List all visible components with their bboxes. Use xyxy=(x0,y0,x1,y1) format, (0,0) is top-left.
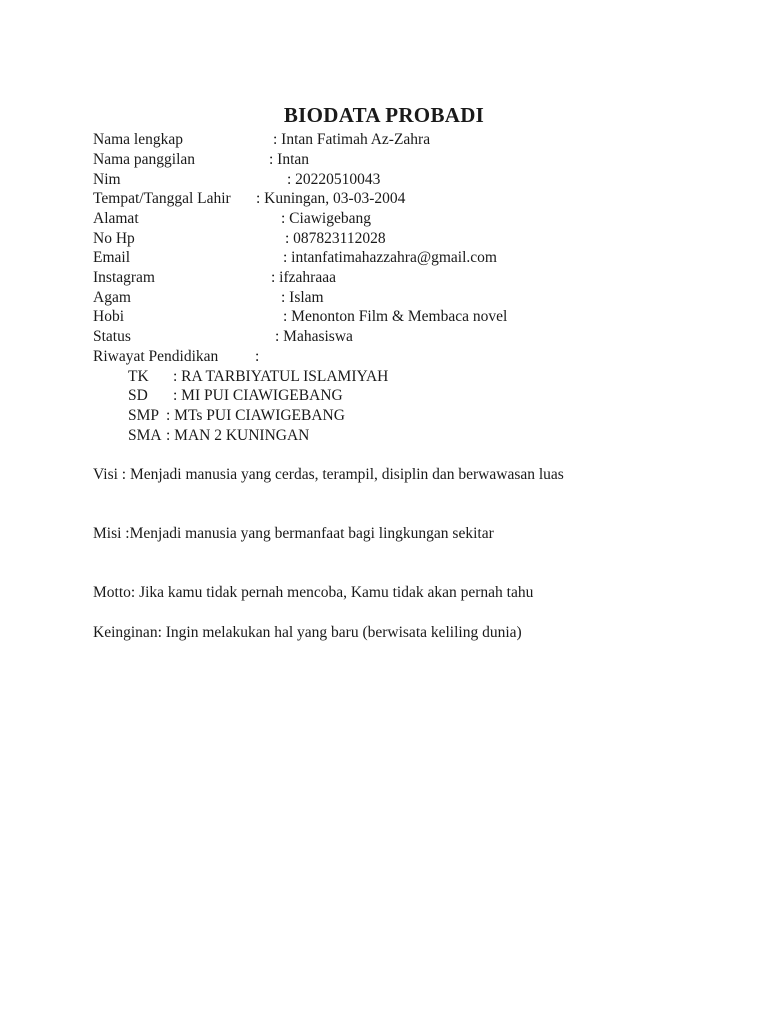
field-label: Alamat xyxy=(93,210,139,227)
field-label: Tempat/Tanggal Lahir xyxy=(93,190,231,207)
field-value: : Kuningan, 03-03-2004 xyxy=(256,190,406,207)
education-level: SMP xyxy=(128,407,160,424)
field-label: Nama panggilan xyxy=(93,151,196,168)
field-value: : 20220510043 xyxy=(287,171,381,188)
field-label: Email xyxy=(93,249,131,266)
education-level: SD xyxy=(128,387,148,404)
field-value: : Mahasiswa xyxy=(275,328,353,345)
field-value: : Ciawigebang xyxy=(281,210,371,227)
education-school: : RA TARBIYATUL ISLAMIYAH xyxy=(173,368,389,385)
field-value: : 087823112028 xyxy=(285,230,386,247)
field-value: : Intan xyxy=(269,151,310,168)
education-level: SMA xyxy=(128,427,162,444)
field-value: : ifzahraaa xyxy=(271,269,336,286)
field-label: Nama lengkap xyxy=(93,131,183,148)
field-label: Instagram xyxy=(93,269,155,286)
field-value: : intanfatimahazzahra@gmail.com xyxy=(283,249,497,266)
page-title: BIODATA PROBADI xyxy=(283,103,485,127)
misi-text: Misi :Menjadi manusia yang bermanfaat bagi lingkungan sekitar xyxy=(93,525,494,542)
field-label: Riwayat Pendidikan xyxy=(93,348,219,365)
field-value: : xyxy=(255,348,260,365)
field-value: : Intan Fatimah Az-Zahra xyxy=(273,131,431,148)
keinginan-text: Keinginan: Ingin melakukan hal yang baru (berwisata keliling dunia) xyxy=(93,624,522,641)
field-value: : Menonton Film & Membaca novel xyxy=(283,308,508,325)
education-school: : MAN 2 KUNINGAN xyxy=(166,427,310,444)
education-school: : MI PUI CIAWIGEBANG xyxy=(173,387,343,404)
field-label: Status xyxy=(93,328,131,345)
motto-text: Motto: Jika kamu tidak pernah mencoba, Kamu tidak akan pernah tahu xyxy=(93,584,534,601)
field-label: Agam xyxy=(93,289,131,306)
visi-text: Visi : Menjadi manusia yang cerdas, terampil, disiplin dan berwawasan luas xyxy=(93,466,564,483)
field-label: Nim xyxy=(93,171,121,188)
education-level: TK xyxy=(128,368,149,385)
field-label: Hobi xyxy=(93,308,124,325)
field-value: : Islam xyxy=(281,289,324,306)
education-school: : MTs PUI CIAWIGEBANG xyxy=(166,407,345,424)
field-label: No Hp xyxy=(93,230,135,247)
